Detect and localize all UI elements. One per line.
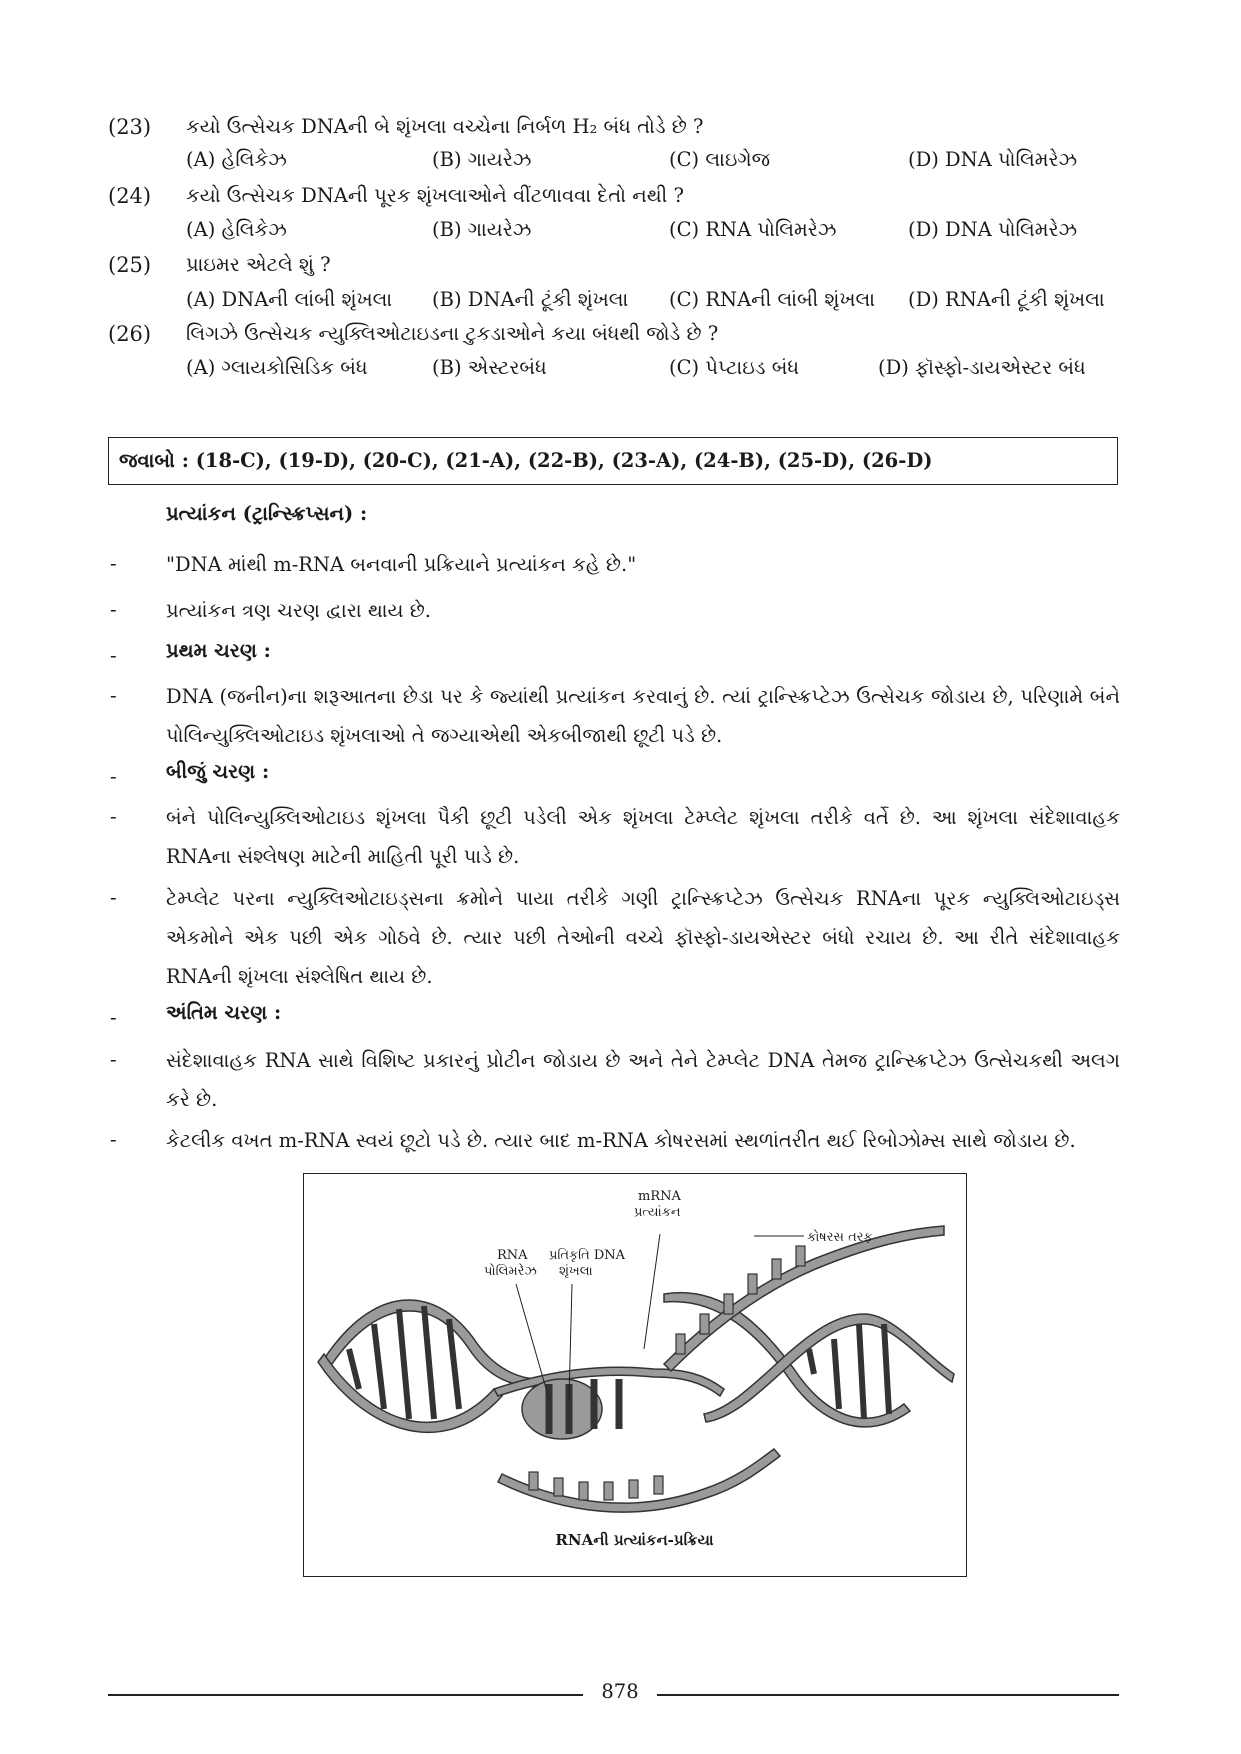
step2-text-2: ટેમ્પ્લેટ પરના ન્યુક્લિઓટાઇડ્સના ક્રમોને પાયા તરીકે ગણી ટ્રાન્સ્ક્રિપ્ટેઝ ઉત્સેચક RNAના પૂરક ન્યુક્લિઓટાઇડ્સ એકમોને એક પછી એક ગોઠવે છે. ત્યાર પછી તેઓની વચ્ચે ફૉસ્ફો-ડાયએસ્ટર બંધો રચાય છે. આ રીતે સંદેશાવાહક RNAની શૃંખલા સંશ્લેષિત થાય છે.	[166, 887, 1120, 988]
label-mrna-line2: પ્રત્યાંકન	[634, 1205, 681, 1220]
question-number: (23)	[108, 115, 152, 139]
option-a: (A) ગ્લાયકોસિડિક બંધ	[186, 356, 368, 379]
option-a: (A) હેલિકેઝ	[186, 148, 287, 171]
bullet-dash: -	[110, 552, 117, 575]
step2-text: બંને પોલિન્યુક્લિઓટાઇડ શૃંખલા પૈકી છૂટી પડેલી એક શૃંખલા ટેમ્પ્લેટ શૃંખલા તરીકે વર્તે છે. આ શૃંખલા સંદેશાવાહક RNAના સંશ્લેષણ માટેની માહિતી પૂરી પાડે છે.	[166, 806, 1120, 868]
option-c: (C) RNAની લાંબી શૃંખલા	[669, 288, 876, 311]
question-text: કયો ઉત્સેચક DNAની પૂરક શૃંખલાઓને વીંટળાવવા દેતો નથી ?	[186, 184, 684, 207]
question-text: પ્રાઇમર એટલે શું ?	[186, 253, 331, 276]
step2-heading: બીજું ચરણ :	[166, 760, 270, 783]
bullet-dash: -	[110, 644, 117, 667]
label-cytoplasm: કોષરસ તરફ	[807, 1230, 873, 1245]
label-mrna-line1: mRNA	[638, 1189, 681, 1204]
bullet-dash: -	[110, 1006, 117, 1029]
step1-text: DNA (જનીન)ના શરૂઆતના છેડા પર કે જ્યાંથી પ્રત્યાંકન કરવાનું છે. ત્યાં ટ્રાન્સ્ક્રિપ્ટેઝ ઉત્સેચક જોડાય છે, પરિણામે બંને પોલિન્યુક્લિઓટાઇડ શૃંખલાઓ તે જગ્યાએથી એકબીજાથી છૂટી પડે છે.	[166, 685, 1120, 747]
bullet-dash: -	[110, 765, 117, 788]
option-c: (C) RNA પોલિમરેઝ	[669, 218, 837, 241]
bullet-dash: -	[110, 805, 117, 828]
option-b: (B) એસ્ટરબંધ	[432, 356, 547, 379]
answer-key-text: (18-C), (19-D), (20-C), (21-A), (22-B), (23-A), (24-B), (25-D), (26-D)	[195, 449, 933, 472]
dna-transcription-illustration	[304, 1174, 965, 1575]
option-b: (B) ગાયરેઝ	[432, 218, 532, 241]
step1-heading: પ્રથમ ચરણ :	[166, 639, 271, 662]
label-template-line2: શૃંખલા	[559, 1264, 593, 1279]
answer-key-label: જવાબો :	[119, 449, 189, 472]
label-template-line1: પ્રતિકૃતિ DNA	[549, 1248, 626, 1263]
template-strand-bottom	[498, 1449, 780, 1512]
option-d: (D) DNA પોલિમરેઝ	[908, 148, 1078, 171]
question-text: લિગઝે ઉત્સેચક ન્યુક્લિઓટાઇડના ટુકડાઓને કયા બંધથી જોડે છે ?	[186, 322, 719, 345]
step3-heading: અંતિમ ચરણ :	[166, 1001, 282, 1024]
three-steps-line: પ્રત્યાંકન ત્રણ ચરણ દ્વારા થાય છે.	[166, 599, 431, 622]
figure-caption: RNAની પ્રત્યાંકન-પ્રક્રિયા	[555, 1531, 714, 1549]
option-d: (D) RNAની ટૂંકી શૃંખલા	[908, 288, 1105, 311]
option-d: (D) DNA પોલિમરેઝ	[908, 218, 1078, 241]
step3-text: સંદેશાવાહક RNA સાથે વિશિષ્ટ પ્રકારનું પ્રોટીન જોડાય છે અને તેને ટેમ્પ્લેટ DNA તેમજ ટ્રાન્સ્ક્રિપ્ટેઝ ઉત્સેચકથી અલગ કરે છે.	[166, 1049, 1120, 1111]
definition-line: "DNA માંથી m-RNA બનવાની પ્રક્રિયાને પ્રત્યાંકન કહે છે."	[166, 553, 637, 576]
footer-rule-right	[657, 1694, 1119, 1696]
option-b: (B) ગાયરેઝ	[432, 148, 532, 171]
section-title: પ્રત્યાંકન (ટ્રાન્સ્ક્રિપ્સન) :	[166, 502, 368, 525]
answer-key-box	[108, 437, 1118, 485]
option-c: (C) પેપ્ટાઇડ બંધ	[669, 356, 800, 379]
option-c: (C) લાઇગેજ	[669, 148, 771, 171]
page-number: 878	[601, 1680, 639, 1703]
rna-polymerase-shape	[522, 1379, 602, 1439]
option-d: (D) ફૉસ્ફો-ડાયએસ્ટર બંધ	[878, 356, 1086, 379]
footer-rule-left	[108, 1694, 583, 1696]
option-a: (A) DNAની લાંબી શૃંખલા	[186, 288, 393, 311]
step3-text-2: કેટલીક વખત m-RNA સ્વયં છૂટો પડે છે. ત્યાર બાદ m-RNA કોષરસમાં સ્થળાંતરીત થઈ રિબોઝોમ્સ સાથે જોડાય છે.	[166, 1129, 1076, 1152]
option-a: (A) હેલિકેઝ	[186, 218, 287, 241]
question-number: (25)	[108, 253, 152, 277]
question-text: કયો ઉત્સેચક DNAની બે શૃંખલા વચ્ચેના નિર્બળ H₂ બંધ તોડે છે ?	[186, 115, 704, 138]
bullet-dash: -	[110, 684, 117, 707]
bullet-dash: -	[110, 886, 117, 909]
option-b: (B) DNAની ટૂંકી શૃંખલા	[432, 288, 629, 311]
transcription-figure	[303, 1173, 967, 1577]
dna-strand-left-lower	[318, 1354, 502, 1432]
label-rna-line2: પોલિમરેઝ	[484, 1264, 537, 1279]
bullet-dash: -	[110, 1048, 117, 1071]
bullet-dash: -	[110, 598, 117, 621]
question-number: (26)	[108, 322, 152, 346]
question-number: (24)	[108, 184, 152, 208]
label-rna-line1: RNA	[497, 1248, 528, 1263]
bullet-dash: -	[110, 1128, 117, 1151]
